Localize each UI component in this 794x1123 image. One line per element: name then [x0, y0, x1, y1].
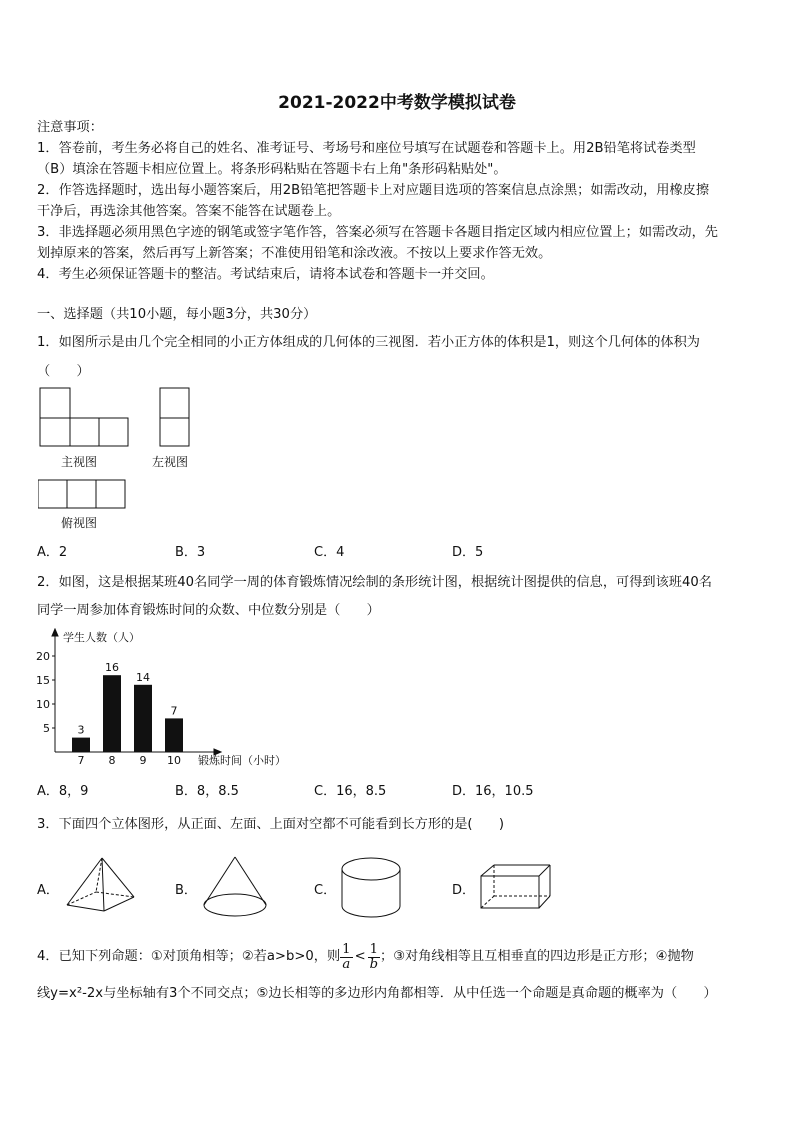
notice-line: 划掉原来的答案，然后再写上新答案；不准使用铅笔和涂改液。不按以上要求作答无效。 — [37, 246, 552, 261]
left-view-label: 左视图 — [152, 455, 189, 469]
question-4-part1: 4．已知下列命题：①对顶角相等；②若a>b>0，则 — [37, 949, 341, 964]
y-tick-label: 10 — [36, 698, 50, 711]
bar-data-label: 14 — [136, 670, 150, 684]
fraction-1-over-b — [368, 943, 380, 972]
notice-line: （B）填涂在答题卡相应位置上。将条形码粘贴在答题卡右上角"条形码粘贴处"。 — [37, 162, 507, 177]
y-axis-title: 学生人数（人） — [63, 631, 140, 644]
option-c: C． — [314, 883, 337, 898]
y-tick-label: 20 — [36, 650, 50, 663]
cuboid-icon — [478, 862, 554, 912]
bar — [72, 738, 90, 752]
question-4-stem — [37, 940, 694, 974]
bar — [134, 685, 152, 752]
question-4-line2: 线y=x²-2x与坐标轴有3个不同交点；⑤边长相等的多边形内角都相等．从中任选一个命题是真命题的概率为（ ） — [37, 986, 717, 1001]
front-view-square — [70, 418, 99, 446]
x-tick-label: 10 — [167, 754, 181, 767]
front-view-square — [40, 418, 70, 446]
option-d: D． — [452, 883, 476, 898]
fraction-numerator: 1 — [342, 941, 351, 957]
y-axis-arrow — [52, 629, 58, 636]
option-a: A．8，9 — [37, 784, 89, 799]
bar — [103, 675, 121, 752]
notice-line: 4．考生必须保证答题卡的整洁。考试结束后，请将本试卷和答题卡一并交回。 — [37, 267, 494, 282]
fraction-denominator: b — [369, 956, 379, 972]
notice-line: 1．答卷前，考生务必将自己的姓名、准考证号、考场号和座位号填写在试题卷和答题卡上。用2B铅笔将试卷类型 — [37, 141, 696, 156]
front-view-label: 主视图 — [61, 455, 98, 469]
option-b: B．8，8.5 — [175, 784, 239, 799]
cone-icon — [200, 855, 270, 921]
fraction-numerator: 1 — [369, 941, 379, 957]
top-view-square — [38, 480, 67, 508]
left-view-square — [160, 388, 189, 418]
option-a: A．2 — [37, 545, 68, 560]
fraction-denominator: a — [342, 956, 351, 972]
top-view-square — [96, 480, 125, 508]
top-view-square — [67, 480, 96, 508]
question-1-stem: 1．如图所示是由几个完全相同的小正方体组成的几何体的三视图．若小正方体的体积是1，则这个几何体的体积为 — [37, 335, 700, 350]
pyramid-icon — [62, 855, 140, 915]
left-view-square — [160, 418, 189, 446]
top-view-label: 俯视图 — [61, 516, 98, 530]
option-c: C．16，8.5 — [314, 784, 387, 799]
bar — [165, 718, 183, 752]
question-4-part2: ；③对角线相等且互相垂直的四边形是正方形；④抛物 — [380, 949, 694, 964]
notice-heading: 注意事项： — [37, 120, 103, 135]
option-b: B．3 — [175, 545, 206, 560]
option-d: D．16，10.5 — [452, 784, 534, 799]
bar-chart — [30, 628, 310, 770]
cylinder-icon — [340, 855, 406, 921]
y-tick-label: 15 — [36, 674, 50, 687]
less-than-sign: < — [354, 949, 366, 964]
option-c: C．4 — [314, 545, 345, 560]
x-tick-label: 8 — [108, 754, 116, 767]
fraction-1-over-a — [340, 943, 352, 972]
option-a: A． — [37, 883, 59, 898]
notice-line: 3．非选择题必须用黑色字迹的钢笔或签字笔作答，答案必须写在答题卡各题目指定区域内相应位置上；如需改动，先 — [37, 225, 718, 240]
question-2-stem: 2．如图，这是根据某班40名同学一周的体育锻炼情况绘制的条形统计图，根据统计图提供的信息，可得到该班40名 — [37, 575, 712, 590]
notice-line: 干净后，再选涂其他答案。答案不能答在试题卷上。 — [37, 204, 341, 219]
question-3-stem: 3．下面四个立体图形，从正面、左面、上面对空都不可能看到长方形的是( ) — [37, 817, 505, 832]
question-1-paren: （ ） — [37, 364, 90, 379]
front-view-square — [99, 418, 128, 446]
option-b: B． — [175, 883, 197, 898]
bar-data-label: 7 — [170, 704, 178, 718]
option-d: D．5 — [452, 545, 484, 560]
notice-line: 2．作答选择题时，选出每小题答案后，用2B铅笔把答题卡上对应题目选项的答案信息点涂黑；如需改动，用橡皮擦 — [37, 183, 710, 198]
bar-data-label: 16 — [105, 661, 119, 675]
y-tick-label: 5 — [43, 722, 50, 735]
page-title: 2021-2022中考数学模拟试卷 — [278, 93, 516, 113]
x-tick-label: 7 — [77, 754, 85, 767]
front-view-square — [40, 388, 70, 418]
x-axis-title: 锻炼时间（小时） — [198, 754, 286, 767]
x-tick-label: 9 — [139, 754, 147, 767]
question-2-stem: 同学一周参加体育锻炼时间的众数、中位数分别是（ ） — [37, 603, 380, 618]
bar-data-label: 3 — [77, 723, 85, 737]
section-heading: 一、选择题（共10小题，每小题3分，共30分） — [37, 307, 317, 322]
